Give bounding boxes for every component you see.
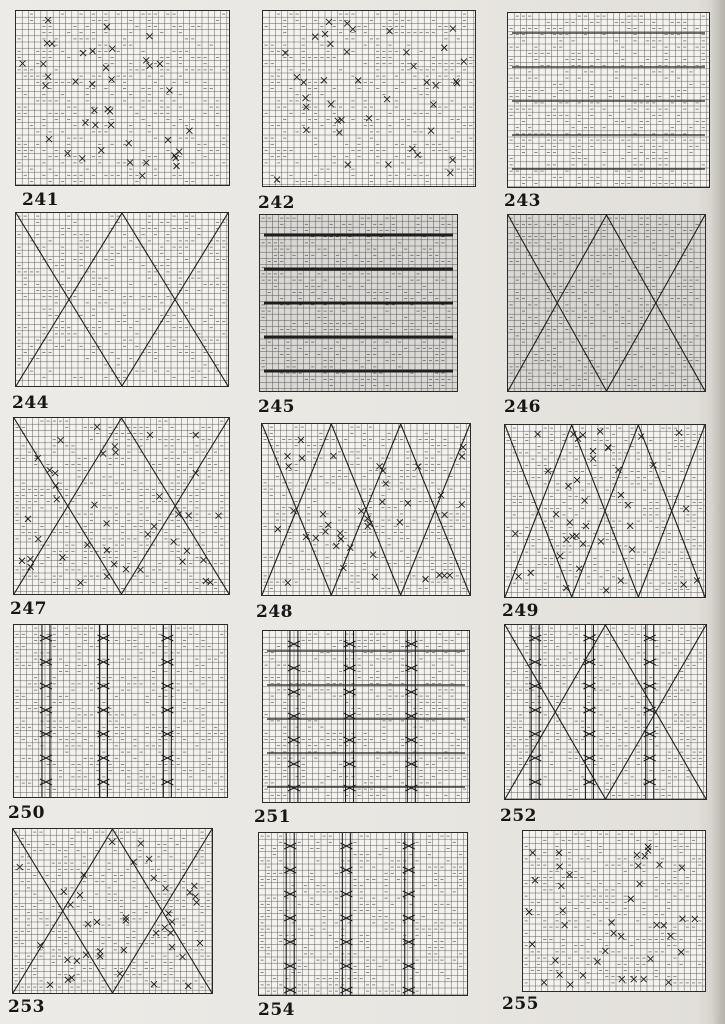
pattern-number-255: 255 (502, 994, 539, 1014)
pattern-number-251: 251 (254, 807, 291, 827)
pattern-number-243: 243 (504, 191, 541, 211)
knitting-chart-255 (522, 830, 706, 992)
pattern-number-249: 249 (502, 601, 539, 621)
page-binding-shadow (711, 0, 725, 1024)
pattern-number-253: 253 (8, 997, 45, 1017)
knitting-chart-252 (504, 624, 707, 800)
pattern-number-247: 247 (10, 599, 47, 619)
knitting-chart-243 (507, 12, 710, 188)
knitting-chart-244 (15, 212, 229, 387)
knitting-chart-241 (15, 10, 230, 186)
knitting-chart-242 (262, 10, 476, 187)
pattern-number-254: 254 (258, 1000, 295, 1020)
knitting-chart-254 (258, 832, 468, 996)
pattern-number-250: 250 (8, 803, 45, 823)
pattern-number-245: 245 (258, 397, 295, 417)
pattern-number-252: 252 (500, 806, 537, 826)
knitting-chart-250 (13, 624, 228, 798)
knitting-chart-246 (507, 214, 706, 392)
pattern-number-244: 244 (12, 393, 49, 413)
knitting-chart-248 (261, 423, 471, 596)
pattern-number-242: 242 (258, 193, 295, 213)
knitting-chart-253 (12, 828, 213, 994)
knitting-chart-249 (504, 424, 706, 598)
pattern-number-248: 248 (256, 602, 293, 622)
knitting-chart-245 (259, 214, 458, 392)
knitting-chart-251 (262, 630, 470, 803)
pattern-number-241: 241 (22, 190, 59, 210)
knitting-chart-247 (13, 417, 230, 595)
pattern-number-246: 246 (504, 397, 541, 417)
